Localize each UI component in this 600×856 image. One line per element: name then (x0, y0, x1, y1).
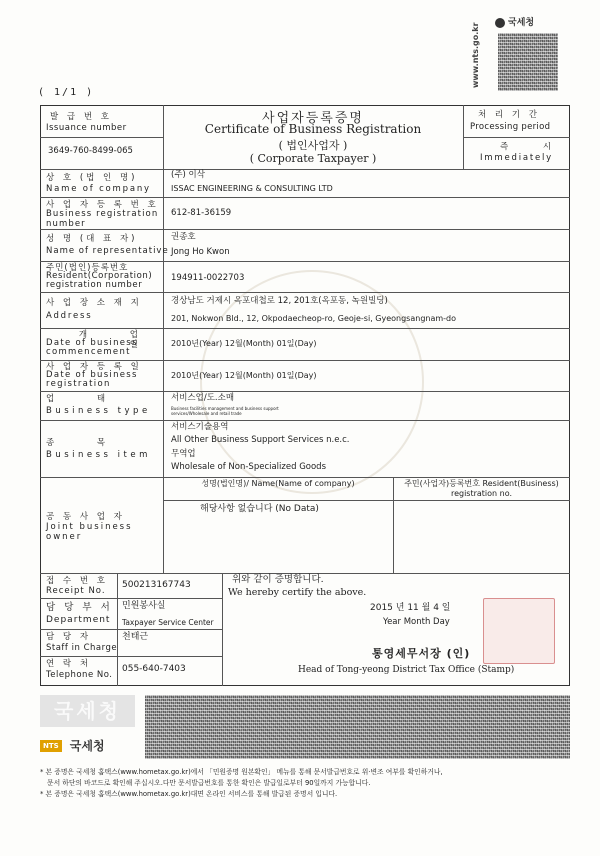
issuance-label-ko: 발 급 번 호 (50, 112, 112, 122)
receipt-label-ko: 접 수 번 호 (46, 576, 108, 586)
official-seal-stamp (483, 598, 555, 664)
processing-label-ko: 처 리 기 간 (478, 110, 540, 120)
footer-note-3: * 본 증명은 국세청 홈택스(www.hometax.go.kr)대면 온라인 서비스를 통해 발급된 증명서 입니다. (40, 790, 338, 798)
btype-value-en: Business facilities management and business support services/Wholesale and retail trade (171, 406, 279, 416)
staff-value: 천태근 (122, 632, 149, 642)
commence-label-ko: 개 업 일 (78, 330, 158, 350)
nts-brand-text: 국세청 (69, 739, 105, 753)
regdate-label-en: Date of business registration (46, 370, 138, 389)
brn-label-ko: 사 업 자 등 록 번 호 (46, 200, 159, 210)
certify-date-ko: 2015 년 11 월 4 일 (370, 603, 451, 613)
processing-value-en: Immediately (480, 153, 554, 163)
title-sub-en: ( Corporate Taxpayer ) (249, 152, 377, 165)
nts-badge: 국세청 (495, 15, 555, 29)
phone-value: 055-640-7403 (122, 664, 186, 674)
title-en: Certificate of Business Registration (204, 122, 422, 136)
certify-date-en: Year Month Day (383, 617, 450, 627)
regdate-label-ko: 사 업 자 등 록 일 (46, 362, 142, 372)
bitem-value-2: All Other Business Support Services n.e.c. (171, 435, 350, 445)
btype-label-ko: 업 태 (46, 394, 126, 404)
footer-watermark-logo: 국세청 (40, 695, 135, 727)
title-ko: 사업자등록증명 (262, 111, 364, 126)
rep-label-en: Name of representative (46, 246, 169, 256)
issuance-label-en: Issuance number (46, 123, 127, 133)
company-value-en: ISSAC ENGINEERING & CONSULTING LTD (171, 184, 333, 193)
bitem-value-1: 서비스기술용역 (171, 422, 229, 432)
department-label-ko: 담 당 부 서 (46, 602, 113, 613)
office-name-ko: 통영세무서장 (인) (372, 647, 471, 660)
receipt-label-en: Receipt No. (46, 586, 106, 596)
certify-en: We hereby certify the above. (228, 587, 367, 598)
processing-label-en: Processing period (470, 122, 551, 132)
document-barcode (145, 695, 570, 759)
address-value-ko: 경상남도 거제시 옥포대첩로 12, 201호(옥포동, 녹원빌딩) (171, 296, 388, 306)
bitem-label-en: Business item (46, 450, 151, 460)
joint-no-data: 해당사항 없습니다 (No Data) (200, 504, 319, 514)
joint-col-regno: 주민(사업자)등록번호 Resident(Business) registration no. (404, 479, 559, 498)
company-value-ko: (주) 이삭 (171, 170, 205, 180)
joint-col-name: 성명(법인명)/ Name(Name of company) (201, 479, 355, 488)
rep-value-en: Jong Ho Kwon (171, 247, 230, 257)
staff-label-ko: 담 당 자 (46, 632, 92, 642)
brn-label-en: Business registration number (46, 209, 159, 229)
rep-value-ko: 권종호 (171, 232, 196, 242)
department-label-en: Department (46, 615, 111, 625)
issuance-number: 3649-760-8499-065 (48, 146, 133, 156)
commence-label-en: Date of business commencement (46, 338, 138, 357)
department-value-ko: 민원봉사실 (122, 601, 166, 611)
resident-value: 194911-0022703 (171, 273, 245, 283)
page-indicator: ( 1/1 ) (38, 87, 95, 98)
certify-ko: 위와 같이 증명합니다. (232, 574, 324, 585)
footer-note-2: 문서 하단의 바코드로 확인해 주십시오.다만 문서발급번호를 통한 확인은 발급일로부터 90일까지 가능합니다. (47, 779, 371, 787)
address-label-en: Address (46, 311, 93, 321)
resident-label-en: Resident(Corporation) registration number (46, 271, 153, 290)
joint-label-ko: 공 동 사 업 자 (46, 512, 125, 522)
address-value-en: 201, Nokwon Bld., 12, Okpodaecheop-ro, Geoje-si, Gyeongsangnam-do (171, 314, 457, 323)
qr-code (498, 33, 558, 91)
company-label-ko: 상 호 (법 인 명) (46, 173, 138, 183)
rep-label-ko: 성 명 (대 표 자) (46, 234, 138, 244)
title-sub-ko: ( 법인사업자 ) (278, 139, 348, 152)
btype-value-ko: 서비스업/도.소매 (171, 393, 235, 403)
resident-label-ko: 주민(법인)등록번호 (46, 263, 129, 273)
receipt-value: 500213167743 (122, 580, 191, 590)
nts-url-vertical: www.nts.go.kr (471, 22, 480, 88)
phone-label-en: Telephone No. (46, 670, 113, 680)
joint-label-en: Joint business owner (46, 522, 133, 542)
processing-value-ko: 즉 시 (500, 142, 568, 152)
nts-badge-mark: NTS (40, 740, 62, 752)
bitem-label-ko: 종 목 (46, 438, 126, 448)
commence-value: 2010년(Year) 12월(Month) 01일(Day) (171, 339, 317, 348)
btype-label-en: Business type (46, 406, 151, 416)
address-label-ko: 사 업 장 소 재 지 (46, 298, 142, 308)
regdate-value: 2010년(Year) 12월(Month) 01일(Day) (171, 371, 317, 380)
phone-label-ko: 연 락 처 (46, 659, 92, 669)
brn-value: 612-81-36159 (171, 208, 232, 218)
bitem-value-3: 무역업 (171, 449, 196, 459)
department-value-en: Taxpayer Service Center (122, 618, 214, 627)
office-name-en: Head of Tong-yeong District Tax Office (Stamp) (298, 665, 515, 675)
staff-label-en: Staff in Charge (46, 643, 118, 653)
footer-note-1: * 본 증명은 국세청 홈택스(www.hometax.go.kr)에서 「민원증명 원본확인」 메뉴를 통해 문서발급번호로 위·변조 여부를 확인하거나, (40, 768, 443, 776)
nts-logo (40, 735, 135, 753)
company-label-en: Name of company (46, 184, 151, 194)
bitem-value-4: Wholesale of Non-Specialized Goods (171, 462, 327, 472)
